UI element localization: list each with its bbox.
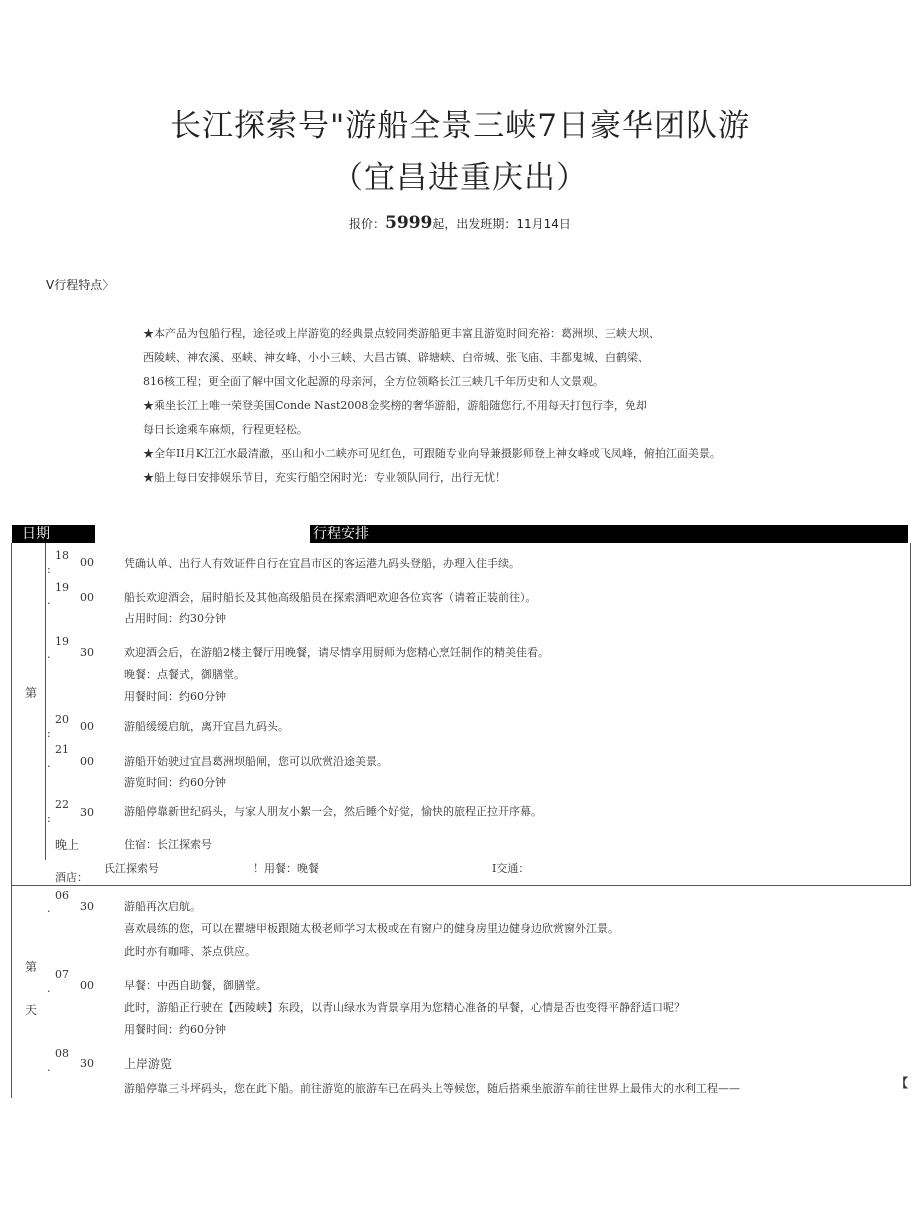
time-minute: 30 (80, 646, 94, 659)
time-hour: 19 (55, 635, 69, 648)
time-hour: 20 (55, 713, 69, 726)
feature-line: ★全年II月K江江水最清澈，巫山和小二峡亦可见红色，可跟随专业向导兼摄影师登上神女峰或飞凤峰，俯拍江面美景。 (143, 447, 721, 460)
night-text: 住宿：长江探索号 (124, 838, 212, 851)
time-hour: 07 (55, 968, 69, 981)
edge-bracket: 【 (896, 1076, 909, 1090)
meal-info: ！用餐：晚餐 (253, 862, 319, 875)
time-mark: . (47, 902, 51, 915)
schedule-text: 喜欢晨练的您，可以在瞿塘甲板跟随太极老师学习太极或在有窗户的健身房里边健身边欣赏窗外江景。 (124, 922, 619, 935)
day2-label-top: 第 (25, 960, 38, 974)
time-mark: : (47, 563, 51, 576)
time-hour: 22 (55, 798, 69, 811)
page-title-line1: 长江探索号"游船全景三峡7日豪华团队游 (170, 108, 750, 144)
header-date: 日期 (12, 525, 95, 543)
schedule-text: 此时亦有咖啡、茶点供应。 (124, 945, 256, 958)
feature-line: 每日长途乘车麻烦，行程更轻松。 (143, 423, 308, 436)
time-mark: . (47, 757, 51, 770)
time-hour: 21 (55, 743, 69, 756)
schedule-text: 游船停靠新世纪码头，与家人朋友小絮一会，然后睡个好觉，愉快的旅程正拉开序幕。 (124, 805, 542, 818)
schedule-text: 游船开始驶过宜昌葛洲坝船闸，您可以欣赏沿途美景。 (124, 755, 388, 768)
day2-label-bottom: 天 (25, 1003, 38, 1017)
time-minute: 30 (80, 900, 94, 913)
schedule-text: 用餐时间：约60分钟 (124, 1023, 226, 1036)
time-mark: . (47, 982, 51, 995)
time-hour: 18 (55, 549, 69, 562)
price-label: 报价： (349, 217, 386, 231)
schedule-text: 晚餐：点餐式，御膳堂。 (124, 668, 245, 681)
time-mark: . (47, 1061, 51, 1074)
features-heading: V行程特点〉 (46, 278, 115, 292)
day-divider (11, 885, 911, 886)
table-border-right (910, 543, 911, 886)
schedule-text: 船长欢迎酒会，届时船长及其他高级船员在探索酒吧欢迎各位宾客（请着正装前往）。 (124, 591, 537, 604)
time-mark: : (47, 727, 51, 740)
time-hour: 06 (55, 889, 69, 902)
schedule-text: 欢迎酒会后，在游船2楼主餐厅用晚餐，请尽情享用厨师为您精心烹饪制作的精美佳看。 (124, 646, 549, 659)
schedule-text: 占用时间：约30分钟 (124, 612, 226, 625)
schedule-text: 游船缓缓启航，离开宜昌九码头。 (124, 720, 289, 733)
day1-label: 第 (25, 686, 38, 700)
schedule-text: 凭确认单、出行人有效证件自行在宜昌市区的客运港九码头登船，办理入住手续。 (124, 557, 520, 570)
day1-date-divider (45, 543, 46, 860)
transport-info: I交通： (492, 862, 530, 875)
schedule-text: 此时，游船正行驶在【西陵峡】东段，以青山绿水为背景享用为您精心准备的早餐，心情是否也变得平静舒适口呢？ (124, 1001, 685, 1014)
time-minute: 30 (80, 1057, 94, 1070)
feature-line: 西陵峡、神农溪、巫峡、神女峰、小小三峡、大昌古镇、辟塘峡、白帝城、张飞庙、丰都鬼城、白鹤梁、 (143, 351, 649, 364)
night-label: 晚上 (55, 838, 80, 852)
schedule-text: 上岸游览 (124, 1057, 173, 1071)
price-line (0, 213, 920, 233)
feature-line: ★船上每日安排娱乐节目，充实行船空闲时光：专业领队同行，出行无忧！ (143, 471, 506, 484)
time-hour: 19 (55, 581, 69, 594)
schedule-text: 游船再次启航。 (124, 900, 201, 913)
feature-line: 816核工程；更全面了解中国文化起源的母亲河，全方位领略长江三峡几千年历史和人文景观。 (143, 375, 604, 388)
time-minute: 00 (80, 979, 94, 992)
schedule-text: 用餐时间：约60分钟 (124, 690, 226, 703)
header-schedule: 行程安排 (310, 525, 908, 543)
price-amount: 5999 (385, 213, 433, 233)
table-border-left (11, 543, 12, 1098)
time-minute: 00 (80, 720, 94, 733)
time-minute: 00 (80, 591, 94, 604)
schedule-text: 早餐：中西自助餐，御膳堂。 (124, 979, 267, 992)
time-mark: : (47, 812, 51, 825)
time-mark: . (47, 594, 51, 607)
hotel-value: 氏江探索号 (104, 862, 159, 875)
schedule-text: 游船停靠三斗坪码头，您在此下船。前往游览的旅游车已在码头上等候您，随后搭乘坐旅游车前往世界上最伟大的水利工程—— (124, 1082, 740, 1095)
schedule-text: 游览时间：约60分钟 (124, 776, 226, 789)
price-suffix: 起，出发班期：11月14日 (432, 217, 571, 231)
time-minute: 00 (80, 556, 94, 569)
time-mark: . (47, 648, 51, 661)
time-minute: 30 (80, 806, 94, 819)
feature-line: ★乘坐长江上唯一荣登美国Conde Nast2008金奖榜的奢华游船，游船随您行,不用每天打包行李，免却 (143, 399, 647, 412)
feature-line: ★本产品为包船行程，途径或上岸游览的经典景点较同类游船更丰富且游览时间充裕：葛洲坝、三峡大坝、 (143, 327, 660, 340)
hotel-label: 酒店： (55, 871, 88, 884)
page-title-line2: （宜昌进重庆出） (332, 160, 588, 196)
time-minute: 00 (80, 755, 94, 768)
time-hour: 08 (55, 1047, 69, 1060)
